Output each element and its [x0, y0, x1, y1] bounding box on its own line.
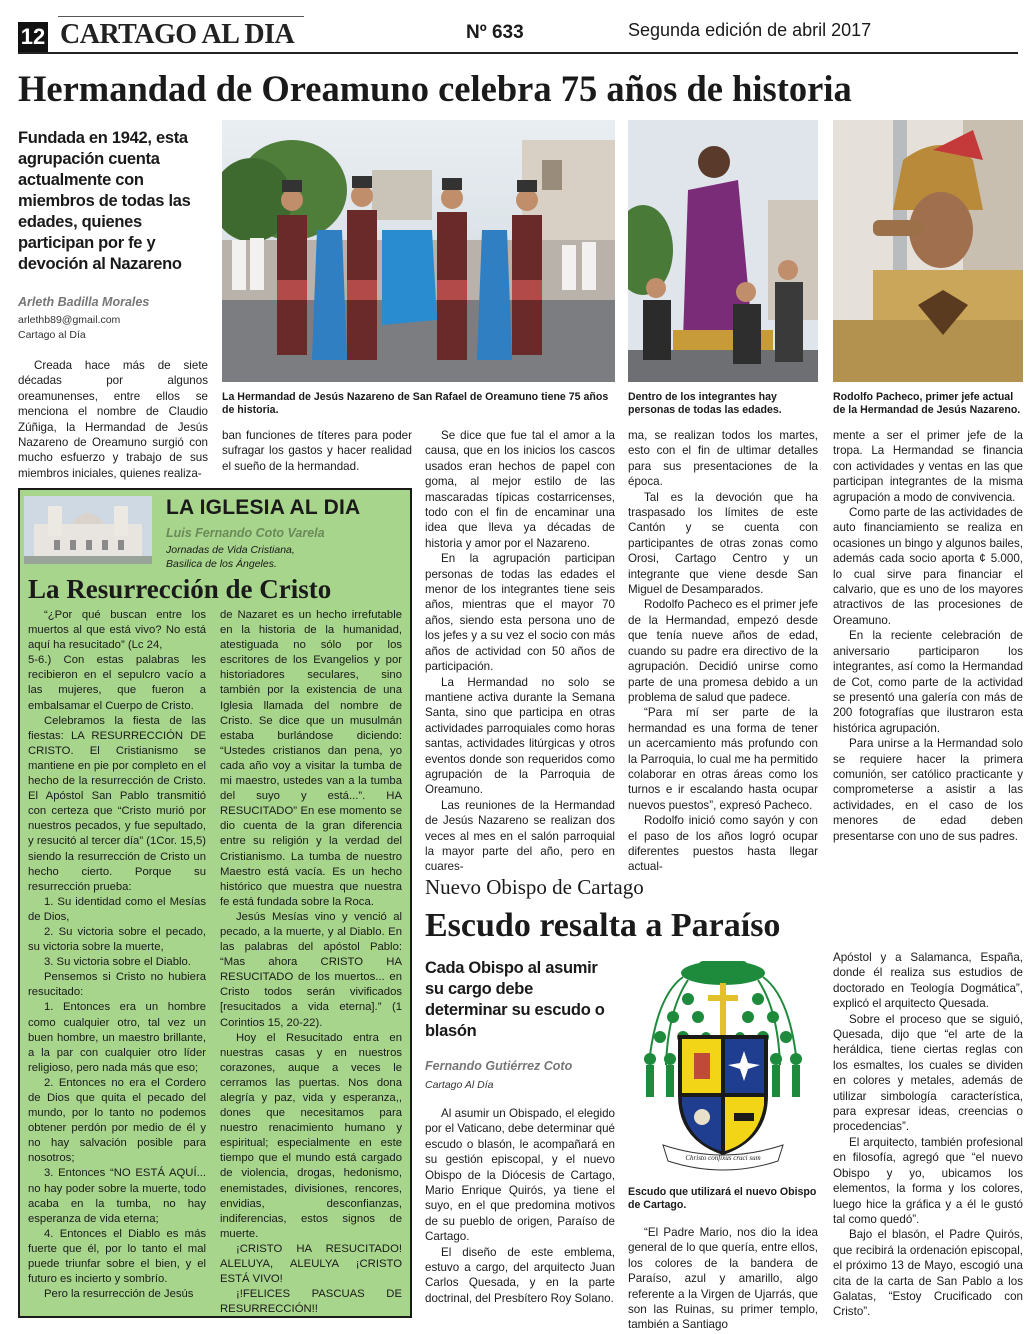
photo-procession-caption: La Hermandad de Jesús Nazareno de San Rafael de Oreamuno tiene 75 años de historia.: [222, 391, 609, 416]
paragraph: Al asumir un Obispado, el elegido por el Vaticano, debe determinar qué escudo o blasón, le acompañará en su gestión episcopal, y el nuevo Obispo de la Diócesis de Cartago, Mario Enrique Quirós, ya tiene el suyo, en el que predomina motivos de su pueblo de origen, Paraíso de Cartago.: [425, 1107, 615, 1244]
edition-date: Segunda edición de abril 2017: [628, 20, 872, 40]
paragraph: 2. Entonces no era el Cordero de Dios que quita el pecado del mundo, por lo tanto no podemos obtener perdón por medio de él y no hay salvación posible para nosotros;: [28, 1076, 206, 1165]
paragraph: Creada hace más de siete décadas por algunos oreamunenses, entre ellos se menciona el nombre de Claudio Zúñiga, la Hermandad de Jesús Nazareno de Oreamuno surgió con mucho esfuerzo y trabajo de sus miembros iniciales, quienes realiza-: [18, 359, 208, 480]
sidebar-col-1: [28, 608, 206, 1302]
paragraph: 3. Su victoria sobre el Diablo.: [44, 956, 191, 969]
bishop-author: Fernando Gutiérrez Coto: [425, 1059, 573, 1073]
main-author-outlet: Cartago al Día: [18, 329, 86, 341]
issue-number: Nº 633: [466, 22, 524, 43]
sidebar-author: Luis Fernando Coto Varela: [166, 526, 325, 540]
paragraph: Rodolfo inició como sayón y con el paso de los años logró ocupar diferentes puestos hasta llegar actual-: [628, 814, 818, 874]
paragraph: La Hermandad no solo se mantiene activa durante la Semana Santa, sino que participa en otras actividades parroquiales como horas santas, actividades litúrgicas y otros eventos donde son requeridos como agrupación de la Parroquia de Oreamuno.: [425, 675, 615, 797]
episcopal-shield-image: [628, 955, 818, 1180]
paragraph: ban funciones de títeres para poder sufragar los gastos y hacer realidad el sueño de la hermandad.: [222, 429, 412, 473]
main-col-2: [222, 428, 412, 474]
paragraph: Sobre el proceso que se siguió, Quesada, dijo que “el arte de la heráldica, tiene ciertas reglas con los esmaltes, los cuales se dividen en colores y metales, además de utilizar simbología característica, para expresar ideas, creencias o procedencias”.: [833, 1012, 1023, 1134]
paragraph: de Nazaret es un hecho irrefutable en la historia de la humanidad, atestiguada no sólo por los escritores de los Evangelios y por historiadores seculares, sino también por la existencia de una Iglesia llamada del nombre de Cristo. Se dice que un musulmán estaba burlándose diciendo: “Ustedes cristianos dan pena, yo cada año voy a visitar la tumba de mi maestro, ustedes van a la tumba del suyo y está...”. HA RESUCITADO” En ese momento se dio cuenta de la gran diferencia entre su religión y la verdad del Cristianismo. La tumba de nuestro Maestro está vacía. Es un hecho histórico que muestra que nuestra fe está fundada sobre la Roca.: [220, 609, 402, 908]
nazareno-image: [628, 120, 818, 382]
paragraph: Para unirse a la Hermandad solo se requiere hacer la primera comunión, ser católico practicante y comprometerse a asistir a las actividades, en el caso de los menores de edad deben presentarse con uno de sus padres.: [833, 737, 1023, 843]
bishop-col-1: [425, 1106, 615, 1306]
photo-nazareno: [628, 120, 818, 382]
main-author: Arleth Badilla Morales: [18, 295, 150, 309]
sidebar-author-line1: Jornadas de Vida Cristiana,: [166, 544, 295, 556]
paragraph: 3. Entonces “NO ESTÁ AQUÍ... no hay poder sobre la muerte, todo acaba en la tumba, no hay esperanza de vida eterna;: [28, 1167, 206, 1225]
paragraph: ¡CRISTO HA RESUCITADO! ALELUYA, ALEULYA ¡CRISTO ESTÁ VIVO!: [220, 1242, 402, 1286]
paragraph: Hoy el Resucitado entra en nuestras casas y en nuestros corazones, auque a veces le cerramos las puertas. Nos dona alegría y paz, vida y esperanza,, dones que necesitamos para nuestro renacimiento humano y espiritual; especialmente en este tiempo que el mundo está cargado de violencia, drogas, hedonismo, enemistades, divisiones, rencores, envidias, desconfianzas, indiferencias, estos signos de muerte.: [220, 1031, 402, 1240]
paragraph: Pero la resurrección de Jesús: [44, 1288, 194, 1301]
bishop-headline: Escudo resalta a Paraíso: [425, 907, 781, 944]
iglesia-sidebar: [18, 488, 412, 1318]
episcopal-shield: [628, 955, 818, 1180]
paragraph: Pensemos si Cristo no hubiera resucitado:: [28, 971, 206, 999]
paragraph: En la reciente celebración de aniversario participaron los integrantes, así como la Hermandad de Cot, como parte de la actividad se presentó una galería con más de 200 fotografías que ilustraron esta histórica agrupación.: [833, 629, 1023, 735]
paragraph: El diseño de este emblema, estuvo a cargo, del arquitecto Juan Carlos Quesada, y en la parte doctrinal, del Presbítero Roy Solano.: [425, 1245, 615, 1305]
main-author-email: arlethb89@gmail.com: [18, 314, 121, 326]
paragraph: Tal es la devoción que ha traspasado los límites de este Cantón y se cuenta con participantes de otras zonas como Orosi, Cartago Centro y un integrante que viene desde San Miguel de Desamparados.: [628, 490, 818, 597]
paragraph: Apóstol y a Salamanca, España, donde él realiza sus estudios de doctorado en Teología Dogmática”, explicó el arquitecto Quesada.: [833, 951, 1023, 1011]
paragraph: 4. Entonces el Diablo es más fuerte que él, por lo tanto el mal puede triunfar sobre el bien, y el futuro es incierto y sombrío.: [28, 1227, 206, 1286]
header-rule: [18, 52, 1018, 54]
photo-pacheco-caption: Rodolfo Pacheco, primer jefe actual de la Hermandad de Jesús Nazareno.: [833, 391, 1021, 416]
paragraph: Bajo el blasón, el Padre Quirós, que recibirá la ordenación episcopal, el próximo 13 de Mayo, escogió una cita de la carta de San Pablo a los Galatas, “Estoy Crucificado con Cristo”.: [833, 1228, 1023, 1319]
page-number: 12: [18, 22, 48, 52]
main-col-4: [628, 428, 818, 875]
main-deck: Fundada en 1942, esta agrupación cuenta actualmente con miembros de todas las edades, quienes participan por fe y devoción al Nazareno: [18, 129, 191, 273]
bishop-kicker: Nuevo Obispo de Cartago: [425, 875, 644, 899]
shield-motto: Christo confixus cruci sum: [685, 1154, 761, 1162]
paragraph: Rodolfo Pacheco es el primer jefe de la Hermandad, empezó desde que tenía nueve años de edad, cuando su padre era directivo de la agrupación. Decidió unirse como parte de una promesa debido a un problema de salud que padece.: [628, 598, 818, 704]
sidebar-headline: La Resurrección de Cristo: [28, 574, 332, 604]
header-rule-left: [58, 16, 304, 17]
sidebar-col-2: [220, 608, 402, 1317]
basilica-thumbnail: [24, 496, 152, 564]
paragraph: Celebramos la fiesta de las fiestas: LA RESURRECCIÓN DE CRISTO. El Cristianismo se mantiene en pie por completo en el hecho de la resurrección de Cristo. El Apóstol San Pablo transmitió con certeza que “Cristo murió por nuestros pecados, y fue sepultado, y resucitó al tercer día” (1Cor. 15,5) siendo la resurrección de Cristo un hecho cierto. Porque su resurrección prueba:: [28, 714, 206, 893]
sidebar-author-line2: Basilica de los Ángeles.: [166, 558, 277, 570]
page-header: [0, 0, 1034, 56]
paragraph: “¿Por qué buscan entre los muertos al que está vivo? No está aquí ha resucitado” (Lc 24,: [28, 609, 206, 652]
sidebar-section-title: LA IGLESIA AL DIA: [166, 496, 361, 519]
bishop-col-2: [628, 1225, 818, 1333]
pacheco-image: [833, 120, 1023, 382]
main-col-1: [18, 358, 208, 481]
paragraph: Como parte de las actividades de auto financiamiento se realiza en ocasiones un bingo y algunos bailes, además cada socio aporta ¢ 5.000, lo cual sirve para financiar el calvario, que es uno de los mayores atractivos de las procesiones de Oreamuno.: [833, 506, 1023, 627]
procession-image: [222, 120, 615, 382]
bishop-outlet: Cartago Al Día: [425, 1079, 494, 1091]
bishop-deck: Cada Obispo al asumir su cargo debe determinar su escudo o blasón: [425, 959, 605, 1040]
paragraph: 2. Su victoria sobre el pecado, su victoria sobre la muerte,: [28, 925, 206, 954]
paragraph: En la agrupación participan personas de todas las edades el menor de los integrantes tiene seis años, mientras que el mayor 70 años, siendo esta persona uno de los jefes y a su vez el socio con más años de actividad con 50 años de participación.: [425, 552, 615, 674]
paragraph: Se dice que fue tal el amor a la causa, que en los inicios los cascos usados eran hechos de papel con goma, al mejor estilo de las mascaradas típicas costarricenses, todo con el fin de encaminar una idea que lleva ya décadas de historia y amor por el Nazareno.: [425, 429, 615, 550]
paragraph: mente a ser el primer jefe de la tropa. La Hermandad se financia con actividades y ventas en las que participan integrantes de la misma agrupación a modo de convivencia.: [833, 429, 1023, 504]
main-col-3: [425, 428, 615, 875]
paragraph: 5-6.) Con estas palabras les recibieron en el sepulcro vacío a las mujeres, que fueron a embalsamar el Cuerpo de Cristo.: [28, 654, 206, 712]
paragraph: Jesús Mesías vino y venció al pecado, a la muerte, y al Diablo. En las palabras del apóstol Pablo: “Mas ahora CRISTO HA RESUCITADO de los muertos... en Cristo todos serán vivificados [resucitados a vida eterna].” (1 Corintios 15, 20-22).: [220, 910, 402, 1029]
paragraph: 1. Entonces era un hombre como cualquier otro, tal vez un buen hombre, un maestro brillante, a la par con cualquier otro líder religioso, pero nada más que eso;: [28, 1001, 206, 1074]
photo-procession: [222, 120, 615, 382]
basilica-image: [24, 496, 152, 564]
main-headline: Hermandad de Oreamuno celebra 75 años de historia: [18, 68, 852, 109]
bishop-col-3: [833, 950, 1023, 1320]
paragraph: ¡!FELICES PASCUAS DE RESURRECCIÓN!!: [220, 1288, 402, 1316]
paragraph: Las reuniones de la Hermandad de Jesús Nazareno se realizan dos veces al mes en el salón parroquial la mayor parte del año, pero en cuares-: [425, 798, 615, 874]
paragraph: El arquitecto, también profesional en filosofía, agregó que “el nuevo Obispo y yo, ubicamos los elementos, la forma y los colores, luego hice la gráfica y a él le gustó tal como quedó”.: [833, 1135, 1023, 1226]
paragraph: “Para mí ser parte de la hermandad es una forma de tener un acercamiento más profundo con la Parroquia, lo cual me ha permitido colaborar en otras áreas como los turnos e ir escalando hasta ocupar nuevos puestos”, expresó Pacheco.: [628, 706, 818, 812]
paragraph: 1. Su identidad como el Mesías de Dios,: [28, 895, 206, 923]
masthead-logo: CARTAGO AL DIA: [60, 19, 295, 50]
main-col-5: [833, 428, 1023, 844]
paragraph: ma, se realizan todos los martes, esto con el fin de ultimar detalles para sus presentaciones de la época.: [628, 429, 818, 489]
photo-nazareno-caption: Dentro de los integrantes hay personas de todas las edades.: [628, 391, 782, 416]
shield-caption: Escudo que utilizará el nuevo Obispo de Cartago.: [628, 1186, 817, 1211]
photo-pacheco: [833, 120, 1023, 382]
paragraph: “El Padre Mario, nos dio la idea general de lo que quería, entre ellos, los colores de la bandera de Paraíso, azul y amarillo, algo referente a la Virgen de Ujarrás, que son las Ruinas, su primer templo, también a Santiago: [628, 1226, 818, 1332]
